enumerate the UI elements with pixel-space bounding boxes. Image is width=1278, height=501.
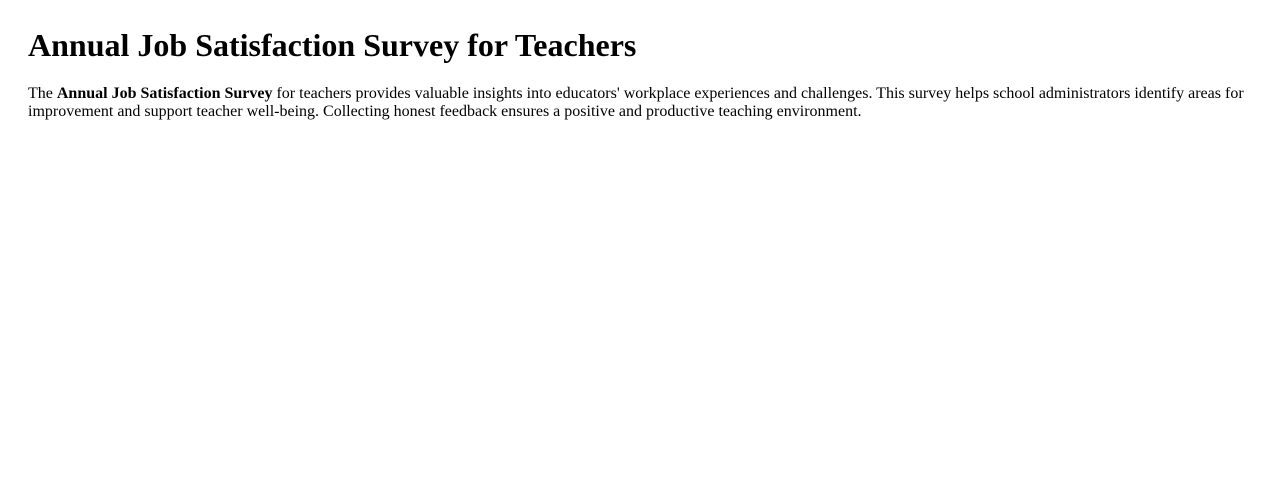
intro-paragraph <box>28 85 1250 121</box>
intro-text: for teachers provides valuable insights into educators' workplace experiences and challenges. This survey helps school administrators identify areas for improvement and support teacher well-being. Collecting honest feedback ensures a positive and productive teaching environment. <box>28 85 1244 120</box>
survey-name: Annual Job Satisfaction Survey <box>56 85 273 102</box>
page-title: Annual Job Satisfaction Survey for Teachers <box>28 27 637 63</box>
intro-prefix: The <box>28 85 57 102</box>
